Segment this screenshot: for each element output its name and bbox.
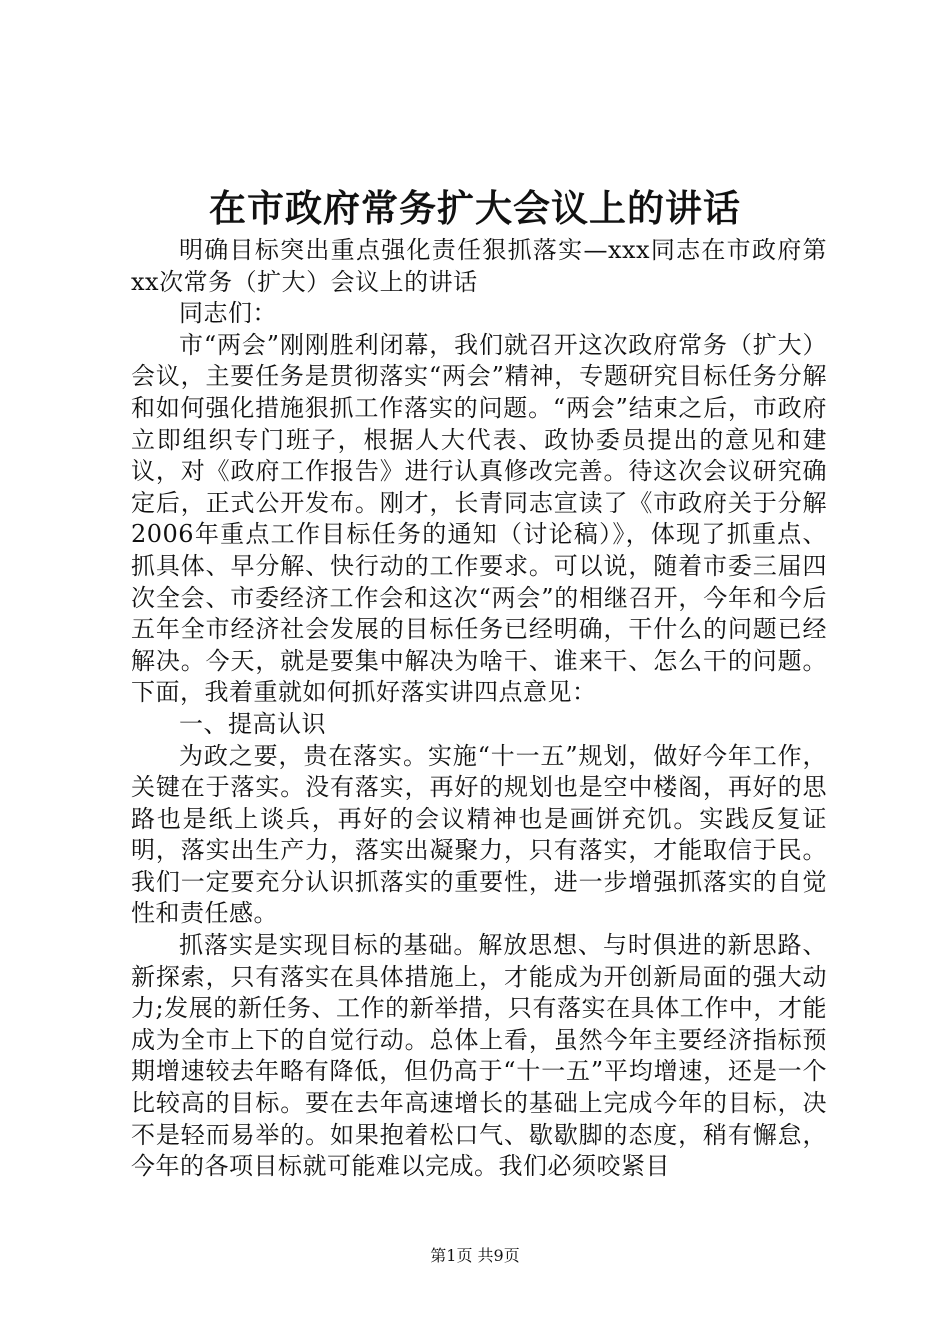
document-body (131, 235, 827, 1183)
section-heading: 一、提高认识 (179, 709, 326, 738)
salutation: 同志们： (179, 299, 277, 328)
subtitle-paragraph: 明确目标突出重点强化责任狠抓落实—xxx同志在市政府第xx次常务（扩大）会议上的讲话 (131, 236, 827, 296)
body-paragraph: 为政之要，贵在落实。实施“十一五”规划，做好今年工作，关键在于落实。没有落实，再好的规划也是空中楼阁，再好的思路也是纸上谈兵，再好的会议精神也是画饼充饥。实践反复证明，落实出生产力，落实出凝聚力，只有落实，才能取信于民。我们一定要充分认识抓落实的重要性，进一步增强抓落实的自觉性和责任感。 (131, 741, 827, 928)
document-title: 在市政府常务扩大会议上的讲话 (209, 186, 741, 230)
page-footer: 第1页 共9页 (430, 1246, 520, 1265)
body-paragraph: 抓落实是实现目标的基础。解放思想、与时俱进的新思路、新探索，只有落实在具体措施上，才能成为开创新局面的强大动力;发展的新任务、工作的新举措，只有落实在具体工作中，才能成为全市上下的自觉行动。总体上看，虽然今年主要经济指标预期增速较去年略有降低，但仍高于“十一五”平均增速，还是一个比较高的目标。要在去年高速增长的基础上完成今年的目标，决不是轻而易举的。如果抱着松口气、歇歇脚的态度，稍有懈怠，今年的各项目标就可能难以完成。我们必须咬紧目 (131, 931, 827, 1181)
body-paragraph: 市“两会”刚刚胜利闭幕，我们就召开这次政府常务（扩大）会议，主要任务是贯彻落实“两会”精神，专题研究目标任务分解和如何强化措施狠抓工作落实的问题。“两会”结束之后，市政府立即组织专门班子，根据人大代表、政协委员提出的意见和建议，对《政府工作报告》进行认真修改完善。待这次会议研究确定后，正式公开发布。刚才，长青同志宣读了《市政府关于分解2006年重点工作目标任务的通知（讨论稿）》，体现了抓重点、抓具体、早分解、快行动的工作要求。可以说，随着市委三届四次全会、市委经济工作会和这次“两会”的相继召开，今年和今后五年全市经济社会发展的目标任务已经明确，干什么的问题已经解决。今天，就是要集中解决为啥干、谁来干、怎么干的问题。下面，我着重就如何抓好落实讲四点意见： (131, 330, 827, 707)
